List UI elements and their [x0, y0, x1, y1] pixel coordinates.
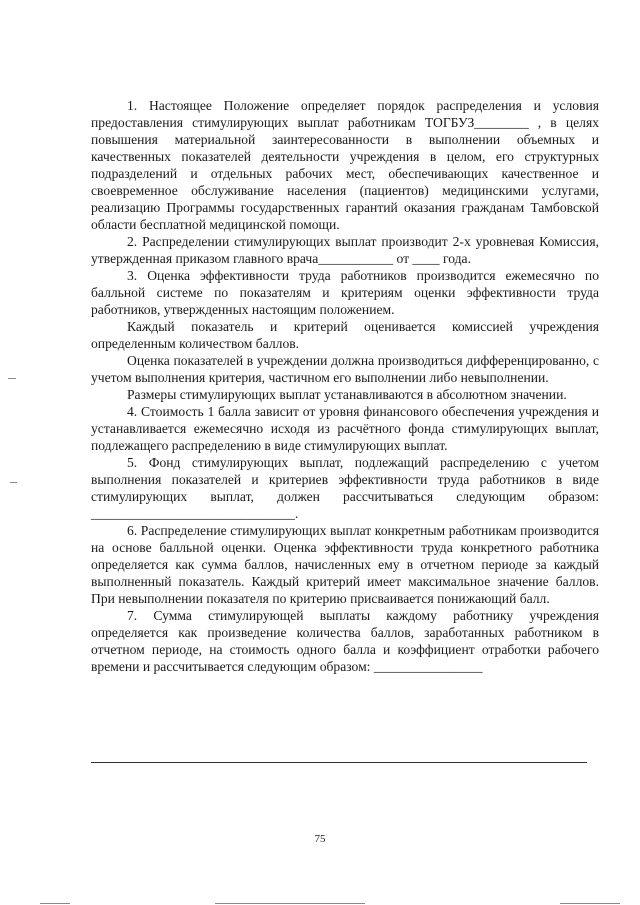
paragraph-3-criteria: Каждый показатель и критерий оценивается комиссией учреждения определенным количеством баллов. — [91, 319, 599, 351]
document-body — [91, 97, 599, 675]
scan-artifact — [560, 903, 620, 904]
paragraph-1: 1. Настоящее Положение определяет порядок распределения и условия предоставления стимулирующих выплат работникам ТОГБУЗ________ , в целях повышения материальной заинтересованности в выполнении объемных и качественных показателей деятельности учреждения в целом, его структурных подразделений и отдельных рабочих мест, обеспечивающих качественное и своевременное обслуживание населения (пациентов) медицинскими услугами, реализацию Программы государственных гарантий оказания гражданам Тамбовской области бесплатной медицинской помощи. — [91, 98, 599, 232]
paragraph-6: 6. Распределение стимулирующих выплат конкретным работникам производится на основе балльной оценки. Оценка эффективности труда конкретного работника определяется как сумма баллов, начисленных ему в отчетном периоде за каждый выполненный показатель. Каждый критерий имеет максимальное значение баллов. При невыполнении показателя по критерию присваивается понижающий балл. — [91, 523, 599, 606]
scan-artifact — [10, 482, 17, 483]
scan-artifact — [8, 378, 16, 379]
fill-in-line — [91, 762, 587, 763]
page-number: 75 — [314, 833, 326, 845]
paragraph-2: 2. Распределении стимулирующих выплат производит 2-х уровневая Комиссия, утвержденная приказом главного врача___________ от ____ года. — [91, 234, 599, 266]
paragraph-3-evaluation: Оценка показателей в учреждении должна производиться дифференцированно, с учетом выполнения критерия, частичном его выполнении либо невыполнении. — [91, 353, 599, 385]
paragraph-5: 5. Фонд стимулирующих выплат, подлежащий распределению с учетом выполнения показателей и критериев эффективности труда работников в виде стимулирующих выплат, должен рассчитываться следующим образом: ______________________________. — [91, 455, 599, 521]
paragraph-4: 4. Стоимость 1 балла зависит от уровня финансового обеспечения учреждения и устанавливается ежемесячно исходя из расчётного фонда стимулирующих выплат, подлежащего распределению в виде стимулирующих выплат. — [91, 404, 599, 453]
scan-artifact — [40, 903, 70, 904]
paragraph-3-amounts: Размеры стимулирующих выплат устанавливаются в абсолютном значении. — [127, 387, 567, 402]
paragraph-7: 7. Сумма стимулирующей выплаты каждому работнику учреждения определяется как произведение количества баллов, заработанных работником в отчетном периоде, на стоимость одного балла и коэффициент отработки рабочего времени и рассчитывается следующим образом: ________________ — [91, 608, 599, 674]
scan-artifact — [215, 903, 365, 904]
paragraph-3: 3. Оценка эффективности труда работников производится ежемесячно по балльной системе по показателям и критериям оценки эффективности труда работников, утвержденных настоящим положением. — [91, 268, 599, 317]
